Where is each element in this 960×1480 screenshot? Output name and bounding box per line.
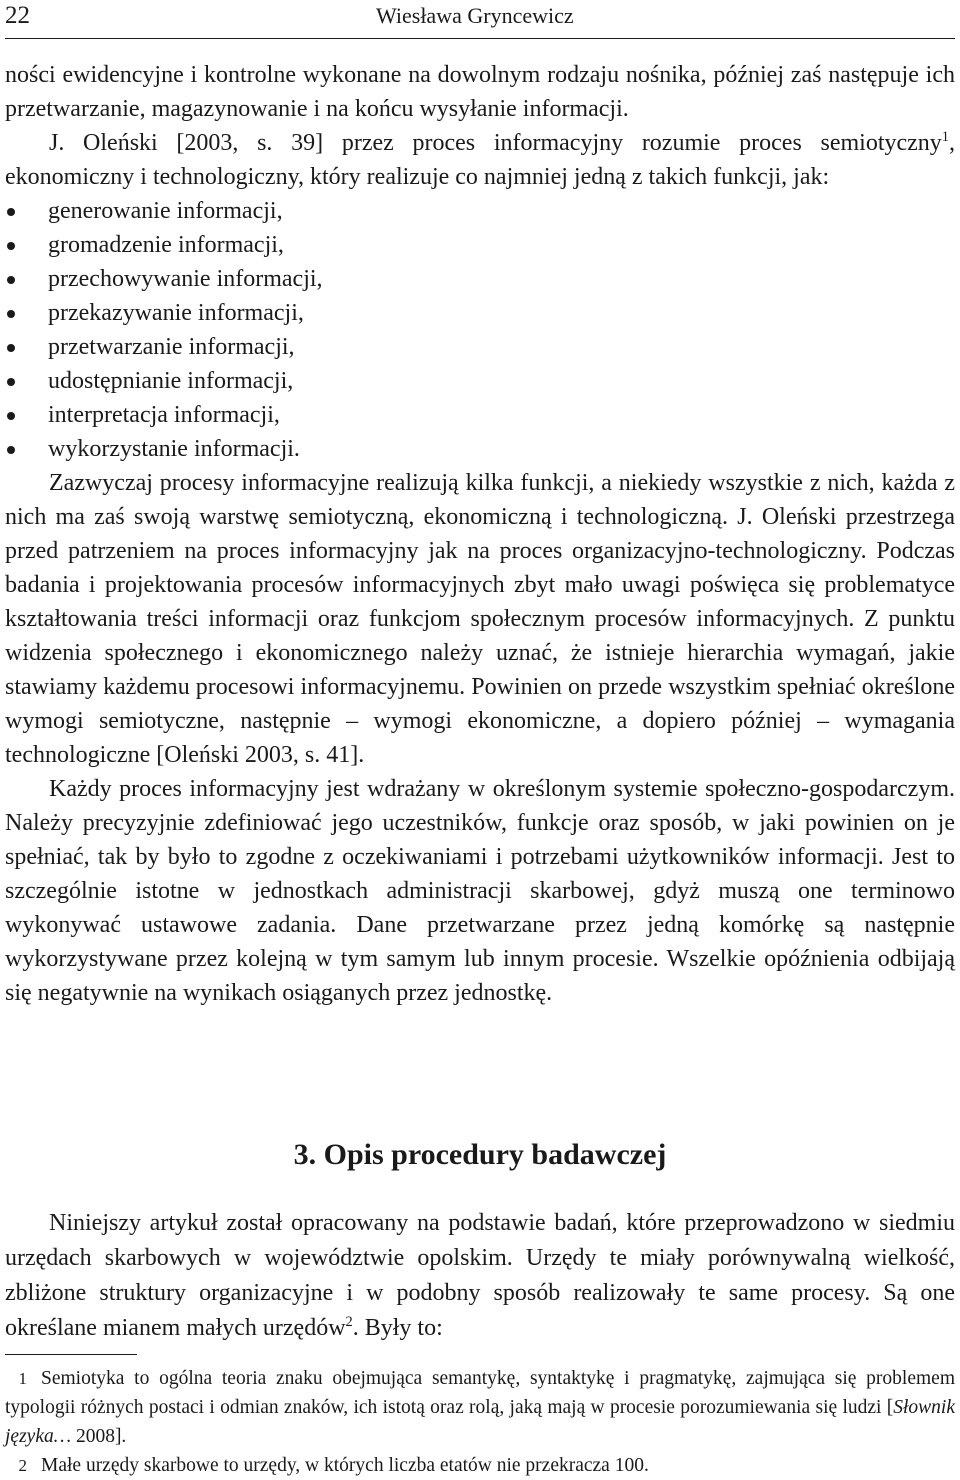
paragraph-socioeconomic: Każdy proces informacyjny jest wdrażany w określonym systemie społeczno-gospodarczym. Należy precyzyjnie zdefiniować jego uczestników, funkcje oraz sposób, w jaki powinien on je spełniać, tak by było to zgodne z oczekiwaniami i potrzebami użytkowników informacji. Jest to szczególnie istotne w jednostkach administracji skarbowej, gdyż muszą one terminowo wykonywać ustawowe zadania. Dane przetwarzane przez jedną komórkę są następnie wykorzystywane przez kolejną w tym samym lub innym procesie. Wszelkie opóźnienia odbijają się negatywnie na wynikach osiąganych przez jednostkę.	[5, 776, 955, 1006]
list-item	[5, 432, 955, 466]
paragraph-process-definition	[5, 126, 955, 194]
list-item	[5, 364, 955, 398]
paragraph-text: , ekonomiczny i technologiczny, który realizuje co najmniej jedną z takich funkcji, jak:	[5, 130, 955, 190]
footnote-ref-2: 2	[345, 1314, 353, 1330]
list-item	[5, 330, 955, 364]
bullet-icon	[7, 412, 15, 420]
list-item-text: generowanie informacji,	[48, 198, 283, 224]
footnote-number: 1	[18, 1369, 27, 1388]
page-header	[0, 0, 960, 40]
section-text	[5, 1206, 955, 1346]
bullet-icon	[7, 276, 15, 284]
header-rule	[5, 38, 955, 39]
paragraph-continued: ności ewidencyjne i kontrolne wykonane na dowolnym rodzaju nośnika, później zaś następuje ich przetwarzanie, magazynowanie i na końcu wysyłanie informacji.	[5, 62, 955, 122]
paragraph-text: . Były to:	[352, 1315, 443, 1341]
bullet-icon	[7, 378, 15, 386]
footnote-text: Małe urzędy skarbowe to urzędy, w których liczba etatów nie przekracza 100.	[41, 1455, 649, 1476]
list-item-text: przekazywanie informacji,	[48, 300, 304, 326]
footnote-1	[5, 1364, 955, 1451]
bullet-icon	[7, 310, 15, 318]
paragraph-functions: Zazwyczaj procesy informacyjne realizują kilka funkcji, a niekiedy wszystkie z nich, każda z nich ma zaś swoją warstwę semiotyczną, ekonomiczną i technologiczną. J. Oleński przestrzega przed patrzeniem na proces informacyjny jak na proces organizacyjno-technologiczny. Podczas badania i projektowania procesów informacyjnych zbyt mało uwagi poświęca się problematyce kształtowania treści informacji oraz funkcjom społecznym procesów informacyjnych. Z punktu widzenia społecznego i ekonomicznego należy uznać, że istnieje hierarchia wymagań, jakie stawiamy każdemu procesowi informacyjnemu. Powinien on przede wszystkim spełniać określone wymogi semiotyczne, następnie – wymogi ekonomiczne, a dopiero później – wymagania technologiczne [Oleński 2003, s. 41].	[5, 470, 955, 768]
bullet-icon	[7, 446, 15, 454]
list-item	[5, 262, 955, 296]
list-item-text: gromadzenie informacji,	[48, 232, 284, 258]
footnote-citation-title: Słownik języka…	[5, 1397, 955, 1447]
footnotes	[5, 1364, 955, 1480]
running-head-author: Wiesława Gryncewicz	[376, 3, 574, 28]
list-item	[5, 194, 955, 228]
bullet-icon	[7, 344, 15, 352]
footnote-number: 2	[18, 1456, 27, 1475]
list-item	[5, 398, 955, 432]
bullet-icon	[7, 208, 15, 216]
page-number: 22	[5, 2, 30, 29]
list-item-text: interpretacja informacji,	[48, 402, 280, 428]
paragraph-research-procedure	[5, 1206, 955, 1346]
list-item-text: udostępnianie informacji,	[48, 368, 294, 394]
list-item	[5, 228, 955, 262]
footnote-text: Semiotyka to ogólna teoria znaku obejmująca semantykę, syntaktykę i pragmatykę, zajmująca się problemem typologii różnych postaci i odmian znaków, ich istotą oraz rolą, jaką mają w procesie porozumiewania się ludzi [	[5, 1368, 955, 1418]
bullet-icon	[7, 242, 15, 250]
list-item-text: przetwarzanie informacji,	[48, 334, 295, 360]
paragraph-text: Niniejszy artykuł został opracowany na podstawie badań, które przeprowadzono w siedmiu urzędach skarbowych w województwie opolskim. Urzędy te miały porównywalną wielkość, zbliżone struktury organizacyjne i w podobny sposób realizowały te same procesy. Są one określane mianem małych urzędów	[5, 1210, 955, 1341]
footnote-2	[5, 1451, 955, 1480]
list-item	[5, 296, 955, 330]
section-heading: 3. Opis procedury badawczej	[293, 1138, 667, 1171]
footnote-text: 2008].	[71, 1426, 127, 1447]
paragraph-text: J. Oleński [2003, s. 39] przez proces informacyjny rozumie proces semiotyczny	[49, 130, 942, 156]
footnote-separator	[5, 1354, 137, 1355]
main-text	[5, 58, 955, 1010]
list-item-text: wykorzystanie informacji.	[48, 436, 300, 462]
footnote-ref-1: 1	[941, 129, 949, 145]
function-list	[5, 194, 955, 466]
list-item-text: przechowywanie informacji,	[48, 266, 323, 292]
